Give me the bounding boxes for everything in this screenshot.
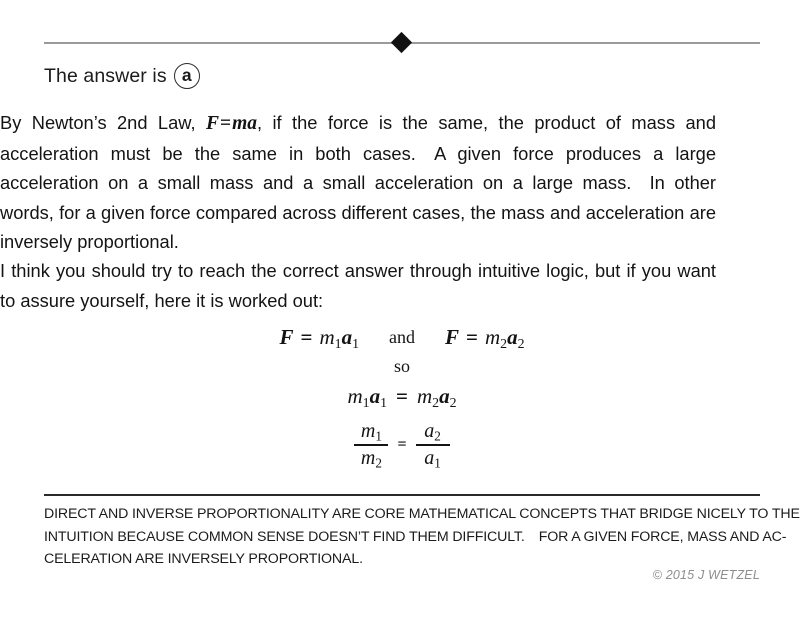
equation-1-right (445, 325, 525, 350)
eq1-right-equals: = (466, 324, 478, 349)
eq3-num-m: m (360, 420, 376, 443)
answer-label: The answer is (44, 65, 167, 87)
eq1-left-a-subscript: 1 (352, 335, 359, 351)
paragraph-1-text-after-math: , if the force is the same, the product of mass and acceleration must be the same in both cases. A given force produces a large acceleration on a small mass and a small acceleration on a large mass. In other words, for a given force compared across different cases, the mass and acceleration are inversely proportional. (0, 112, 716, 252)
footer-note-line-1: DIRECT AND INVERSE PROPORTIONALITY ARE CORE MATHEMATICAL CONCEPTS THAT BRIDGE NICELY TO THE (44, 506, 800, 522)
mass-ratio-fraction-bar (354, 444, 388, 445)
equation-conjunction: and (389, 326, 415, 347)
eq2-right-a-subscript: 2 (449, 394, 457, 410)
answer-choice-badge: a (174, 63, 200, 89)
eq3-den-a-subscript: 1 (434, 455, 441, 471)
eq3-den-m: m (360, 446, 376, 469)
mass-ratio-fraction (354, 420, 388, 471)
eq2-right-m: m (416, 383, 433, 408)
acceleration-ratio-denominator (420, 447, 445, 469)
footer-note-line-2: INTUITION BECAUSE COMMON SENSE DOESN’T FIND THEM DIFFICULT. FOR A GIVEN FORCE, MASS AND AC- (44, 528, 787, 545)
copyright-notice: © 2015 J WETZEL (652, 568, 760, 582)
eq1-right-m: m (484, 324, 501, 349)
eq3-num-a-subscript: 2 (434, 428, 441, 444)
equation-line-2 (44, 380, 760, 412)
eq3-equals: = (397, 436, 407, 453)
eq3-den-a: a (424, 446, 435, 469)
mass-ratio-numerator (357, 421, 386, 443)
eq2-left-m: m (347, 383, 363, 408)
eq2-left-a-subscript: 1 (380, 394, 388, 410)
paragraph-1-text-before-math: By Newton’s 2nd Law, (0, 112, 206, 133)
equation-1-left (279, 325, 359, 350)
top-divider (44, 42, 760, 44)
answer-line (44, 62, 200, 90)
inline-math-ma: ma (232, 113, 257, 134)
bottom-rule (44, 494, 760, 496)
eq1-left-a: a (341, 324, 353, 349)
footer-note (44, 503, 800, 571)
eq3-num-m-subscript: 1 (375, 428, 382, 444)
equation-block (44, 322, 760, 474)
acceleration-ratio-numerator (420, 421, 445, 443)
equation-line-1 (44, 322, 760, 352)
eq2-right-m-subscript: 2 (432, 394, 440, 410)
eq2-right-a: a (439, 383, 450, 408)
acceleration-ratio-fraction (416, 420, 450, 471)
eq1-left-equals: = (300, 324, 313, 349)
eq1-right-f: F (445, 324, 460, 349)
footer-note-line-3: CELERATION ARE INVERSELY PROPORTIONAL. (44, 551, 363, 567)
eq1-right-m-subscript: 2 (500, 335, 508, 351)
eq1-right-a-subscript: 2 (517, 335, 525, 351)
inline-math-equals: = (219, 113, 232, 134)
mass-ratio-denominator (357, 447, 386, 469)
inline-math-f: F (205, 113, 219, 134)
eq1-left-m: m (319, 324, 335, 349)
equation-2-right (417, 384, 457, 409)
eq2-equals: = (396, 383, 408, 408)
equation-connector: so (393, 355, 410, 376)
equation-line-3 (44, 416, 760, 474)
eq3-num-a: a (424, 420, 435, 443)
eq1-left-m-subscript: 1 (334, 335, 342, 351)
eq2-left-m-subscript: 1 (362, 394, 370, 410)
equation-connector-row (44, 352, 760, 380)
eq2-left-a: a (369, 383, 381, 408)
explanation-paragraph-1 (0, 108, 716, 257)
explanation-paragraph-2: I think you should try to reach the correct answer through intuitive logic, but if you want to assure yourself, here it is worked out: (0, 260, 716, 311)
equation-2-left (347, 384, 387, 409)
eq3-den-m-subscript: 2 (375, 455, 382, 471)
inline-equation-f-ma (206, 113, 257, 134)
eq1-left-f: F (279, 324, 294, 349)
diamond-ornament-icon (391, 32, 412, 53)
acceleration-ratio-fraction-bar (416, 444, 450, 445)
eq1-right-a: a (507, 324, 518, 349)
